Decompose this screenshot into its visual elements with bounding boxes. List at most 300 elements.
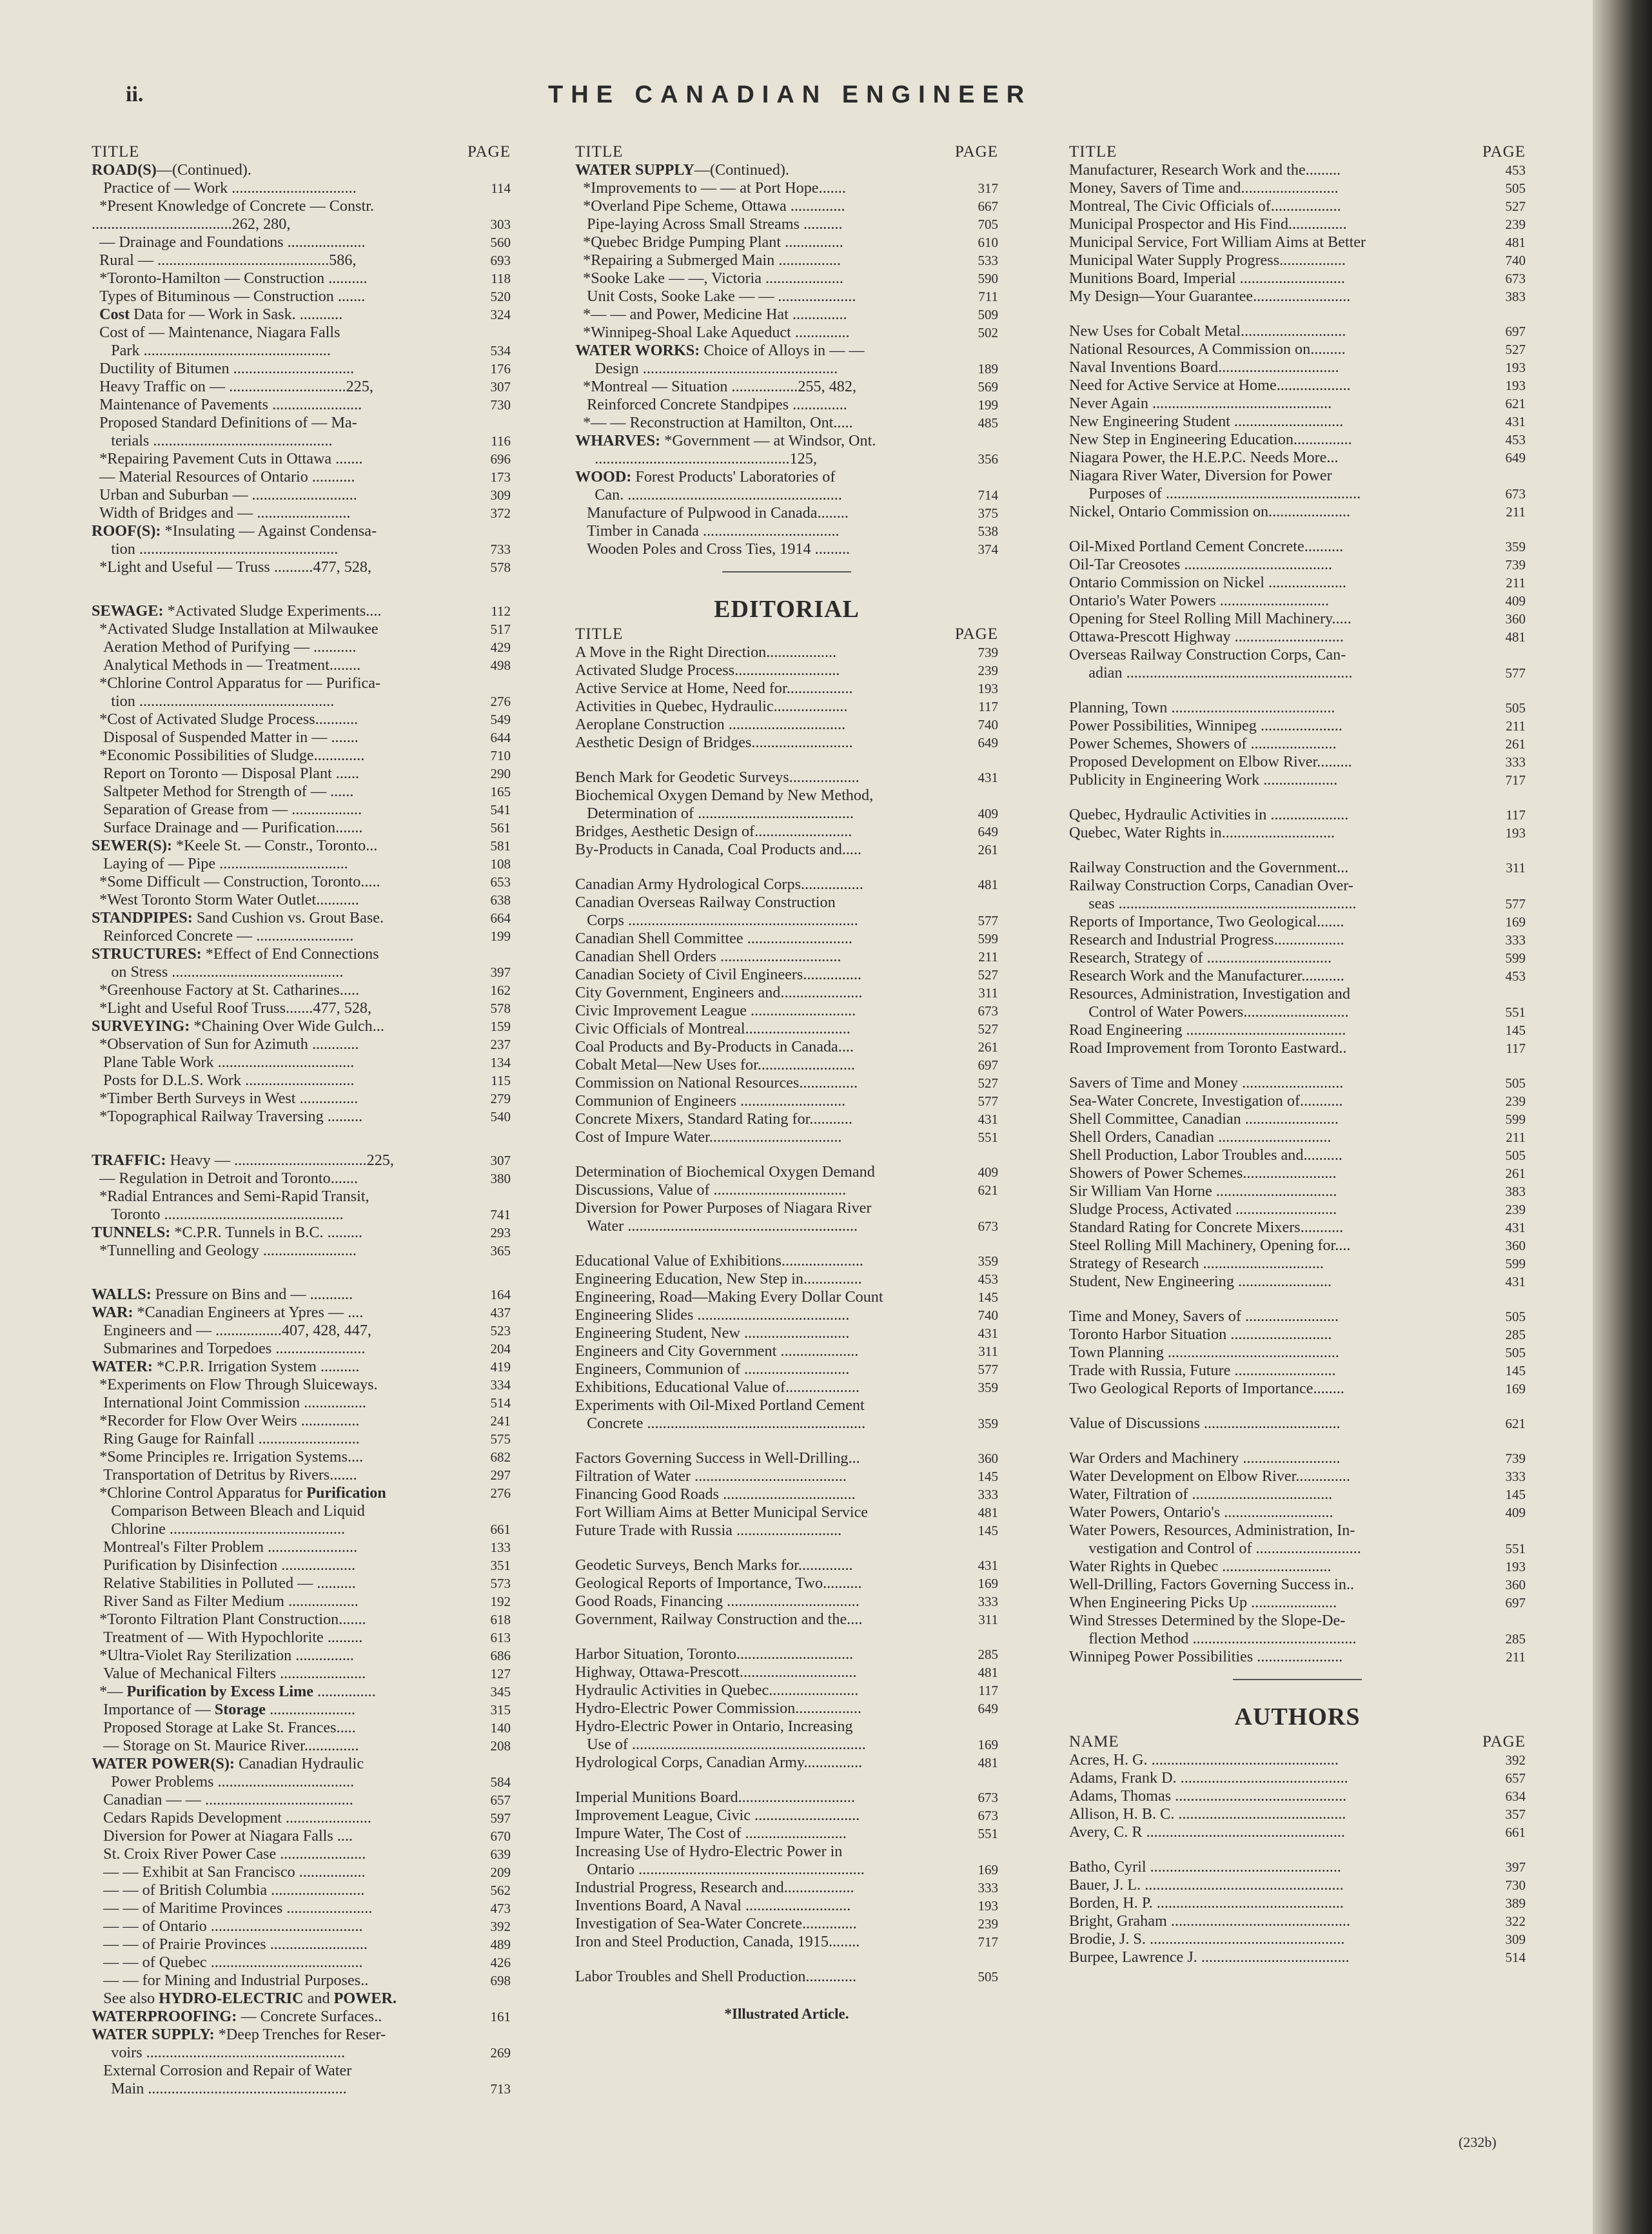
index-entry	[1069, 574, 1526, 592]
entry-title: Ottawa-Prescott Highway ............................	[1069, 628, 1344, 645]
entry-title: Diversion for Power at Niagara Falls ....	[92, 1827, 353, 1845]
index-entry	[575, 1074, 998, 1092]
entry-page: 359	[978, 1380, 998, 1395]
entry-title: Money, Savers of Time and.........................	[1069, 179, 1339, 197]
index-entry	[575, 251, 998, 269]
entry-page: 489	[490, 1937, 511, 1952]
index-entry	[92, 1090, 511, 1108]
index-entry	[92, 1611, 511, 1629]
index-entry	[92, 1574, 511, 1592]
index-entry	[1069, 1200, 1526, 1219]
entry-page: 397	[490, 965, 511, 980]
entry-title: Geodetic Surveys, Bench Marks for..............	[575, 1556, 853, 1574]
entry-title: Timber in Canada ...................................	[575, 522, 840, 540]
entry-page: 498	[490, 658, 511, 673]
index-entry	[575, 1681, 998, 1700]
entry-page: 285	[1505, 1327, 1526, 1342]
entry-page: 193	[1505, 378, 1526, 393]
index-entry	[92, 1755, 511, 1791]
index-entry	[575, 288, 998, 306]
entry-page: 169	[978, 1862, 998, 1877]
index-entry	[575, 1449, 998, 1467]
entry-title: Good Roads, Financing ..................................	[575, 1592, 860, 1610]
entry-page: 193	[1505, 360, 1526, 375]
index-entry	[1069, 1255, 1526, 1273]
entry-title: Civic Improvement League ...........................	[575, 1002, 856, 1019]
entry-title: Ring Gauge for Rainfall ..........................	[92, 1430, 360, 1447]
index-entry	[1069, 806, 1526, 824]
group-gap	[92, 1126, 511, 1151]
entry-title: New Step in Engineering Education...............	[1069, 431, 1352, 448]
entry-title: Unit Costs, Sooke Lake — — ....................	[575, 288, 856, 305]
entry-page: 114	[491, 181, 511, 196]
entry-page: 740	[978, 1308, 998, 1323]
entry-page: 673	[1505, 486, 1526, 502]
entry-title: — — of Prairie Provinces .........................	[92, 1935, 368, 1953]
entry-title: *Sooke Lake — —, Victoria ....................	[575, 269, 843, 287]
entry-page: 134	[490, 1055, 511, 1070]
entry-title: — Storage on St. Maurice River..............	[92, 1737, 359, 1754]
index-entry	[92, 927, 511, 945]
entry-page: 165	[490, 784, 511, 799]
entry-title: WOOD: Forest Products' Laboratories of Can. .......................................................	[575, 468, 842, 504]
entry-title: *Greenhouse Factory at St. Catharines.....	[92, 981, 360, 999]
index-entry	[1069, 1146, 1526, 1164]
index-entry	[92, 1072, 511, 1090]
entry-title: Oil-Mixed Portland Cement Concrete..........	[1069, 538, 1344, 555]
index-entry	[92, 1466, 511, 1484]
index-entry	[92, 450, 511, 468]
entry-title: Need for Active Service at Home...................	[1069, 377, 1351, 394]
entry-page: 584	[490, 1774, 511, 1790]
entry-title: Wooden Poles and Cross Ties, 1914 .........	[575, 540, 851, 558]
index-entry	[575, 1378, 998, 1396]
entry-page: 117	[978, 699, 998, 714]
index-entry	[92, 233, 511, 251]
entry-title: Cost Data for — Work in Sask. ...........	[99, 306, 343, 323]
entry-page: 169	[978, 1737, 998, 1752]
editorial-heading: EDITORIAL	[714, 596, 860, 623]
entry-title: Proposed Standard Definitions of — Ma- terials ..............................................	[92, 414, 357, 449]
entry-title: Canadian Society of Civil Engineers...............	[575, 966, 862, 983]
entry-title: Shell Committee, Canadian ........................	[1069, 1110, 1339, 1128]
entry-page: 285	[978, 1647, 998, 1662]
entry-page: 431	[978, 1326, 998, 1341]
group-gap	[575, 1951, 998, 1968]
entry-page: 359	[978, 1253, 998, 1269]
entry-page: 409	[1505, 1505, 1526, 1520]
index-entry	[575, 1199, 998, 1235]
entry-page: 392	[1505, 1752, 1526, 1768]
index-entry	[1069, 377, 1526, 395]
entry-page: 711	[978, 289, 998, 304]
index-entry	[575, 161, 998, 179]
entry-page: 739	[978, 645, 998, 660]
entry-page: 578	[490, 1001, 511, 1016]
index-entry	[92, 710, 511, 729]
entry-title: Toronto Harbor Situation ..........................	[1069, 1326, 1332, 1343]
index-entry	[1069, 1576, 1526, 1594]
entry-page: 657	[1505, 1770, 1526, 1786]
index-entry	[1069, 503, 1526, 521]
index-entry	[575, 823, 998, 841]
entry-title: Types of Bituminous — Construction .......	[92, 288, 366, 305]
index-entry	[92, 656, 511, 674]
entry-page: 481	[978, 1755, 998, 1770]
entry-page: 211	[1506, 1649, 1526, 1665]
entry-page: 481	[1505, 629, 1526, 645]
index-entry	[92, 269, 511, 288]
index-entry	[1069, 1182, 1526, 1200]
entry-page: 453	[1505, 432, 1526, 447]
column-header: TITLE PAGE	[575, 625, 998, 643]
index-entry	[92, 909, 511, 927]
entry-page: 133	[490, 1540, 511, 1555]
entry-title: Power Schemes, Showers of ......................	[1069, 735, 1337, 752]
index-entry	[1069, 699, 1526, 717]
entry-page: 307	[490, 1153, 511, 1168]
entry-page: 360	[1505, 1577, 1526, 1592]
entry-title: Allison, H. B. C. ...........................................	[1069, 1805, 1346, 1823]
entry-page: 577	[1505, 665, 1526, 681]
entry-title: *Light and Useful Roof Truss.......477, 528,	[92, 999, 372, 1017]
entry-title: Engineers, Communion of ...........................	[575, 1360, 850, 1378]
entry-page: 380	[490, 1171, 511, 1186]
index-entry	[1069, 179, 1526, 197]
index-entry	[1069, 1308, 1526, 1326]
entry-title: *Winnipeg-Shoal Lake Aqueduct ..............	[575, 324, 850, 341]
index-entry	[1069, 1594, 1526, 1612]
entry-title: SEWER(S): *Keele St. — Constr., Toronto...	[92, 837, 378, 854]
group-gap	[1069, 842, 1526, 859]
entry-title: National Resources, A Commission on.........	[1069, 340, 1346, 358]
entry-title: Aeroplane Construction ..............................	[575, 716, 846, 733]
index-entry	[92, 306, 511, 324]
entry-title: Research, Strategy of ................................	[1069, 949, 1332, 966]
entry-title: Government, Railway Construction and the....	[575, 1611, 863, 1628]
entry-title: Road Engineering .........................................	[1069, 1021, 1346, 1039]
entry-title: WHARVES: *Government — at Windsor, Ont. ..................................................125,	[575, 432, 876, 467]
entry-title: *Economic Possibilities of Sludge.............	[92, 747, 365, 764]
index-entry	[92, 1737, 511, 1755]
index-entry	[1069, 949, 1526, 967]
entry-page: 453	[1505, 968, 1526, 984]
entry-page: 311	[978, 985, 998, 1001]
index-entry	[1069, 288, 1526, 306]
entry-page: 145	[978, 1289, 998, 1305]
index-entry	[575, 1718, 998, 1754]
entry-title: Munitions Board, Imperial ...........................	[1069, 269, 1345, 287]
index-entry	[1069, 358, 1526, 377]
entry-title: Brodie, J. S. ..................................................	[1069, 1930, 1345, 1948]
index-entry	[1069, 985, 1526, 1021]
index-entry	[1069, 1612, 1526, 1648]
index-entry	[92, 1972, 511, 1990]
entry-page: 193	[1505, 1559, 1526, 1574]
group-gap	[575, 1540, 998, 1556]
group-gap	[92, 576, 511, 602]
entry-page: 360	[978, 1451, 998, 1466]
index-entry	[575, 522, 998, 540]
entry-page: 383	[1505, 1184, 1526, 1199]
entry-title: Labor Troubles and Shell Production.............	[575, 1968, 857, 1985]
entry-title: Power Possibilities, Winnipeg .....................	[1069, 717, 1342, 734]
entry-page: 127	[490, 1666, 511, 1681]
entry-title: See also HYDRO-ELECTRIC and POWER.	[92, 1990, 397, 2007]
entry-title: Sludge Process, Activated ..........................	[1069, 1200, 1337, 1218]
entry-page: 345	[490, 1684, 511, 1700]
entry-page: 279	[490, 1091, 511, 1106]
entry-page: 261	[978, 842, 998, 857]
entry-page: 431	[1505, 1274, 1526, 1289]
entry-title: — Drainage and Foundations ....................	[92, 233, 366, 251]
entry-title: WATER SUPPLY: *Deep Trenches for Reser- voirs ...................................................	[92, 2026, 386, 2061]
index-entry	[575, 1897, 998, 1915]
entry-page: 527	[1505, 342, 1526, 357]
index-entry	[92, 1304, 511, 1322]
index-entry	[575, 661, 998, 680]
index-entry	[92, 324, 511, 360]
entry-title: — — Exhibit at San Francisco .................	[92, 1863, 366, 1881]
entry-page: 333	[1505, 932, 1526, 948]
index-entry	[575, 930, 998, 948]
entry-title: Activated Sludge Process...........................	[575, 661, 840, 679]
index-entry	[575, 1788, 998, 1807]
entry-title: Adams, Frank D. ...........................................	[1069, 1769, 1348, 1787]
index-entry	[575, 1467, 998, 1485]
entry-title: Quebec, Hydraulic Activities in ....................	[1069, 806, 1349, 823]
index-entry	[1069, 877, 1526, 913]
entry-title: WAR: *Canadian Engineers at Ypres — ....	[92, 1304, 364, 1321]
entry-title: Engineers and — .................407, 428, 447,	[92, 1322, 371, 1339]
authors-list	[1069, 1751, 1526, 1966]
entry-title: Aesthetic Design of Bridges..........................	[575, 734, 853, 751]
index-entry	[575, 894, 998, 930]
entry-list	[1069, 161, 1526, 1666]
index-entry	[92, 414, 511, 450]
entry-title: — Material Resources of Ontario ...........	[92, 468, 355, 485]
index-entry	[92, 1108, 511, 1126]
index-entry	[1069, 753, 1526, 771]
entry-title: *Experiments on Flow Through Sluiceways.	[92, 1376, 378, 1393]
entry-page: 108	[490, 856, 511, 872]
index-entry	[92, 1151, 511, 1170]
entry-page: 575	[490, 1431, 511, 1447]
index-entry	[1069, 322, 1526, 340]
entry-page: 239	[1505, 1093, 1526, 1109]
index-entry	[92, 1647, 511, 1665]
entry-title: Research and Industrial Progress..................	[1069, 931, 1344, 948]
entry-page: 686	[490, 1648, 511, 1663]
index-entry	[575, 1181, 998, 1199]
entry-title: Hydraulic Activities in Quebec.......................	[575, 1681, 859, 1699]
entry-page: 431	[978, 1558, 998, 1573]
entry-title: Water, Filtration of ....................................	[1069, 1485, 1333, 1503]
index-entry	[1069, 395, 1526, 413]
index-entry	[575, 1915, 998, 1933]
index-entry	[92, 1881, 511, 1899]
entry-page: 551	[978, 1826, 998, 1841]
entry-page: 303	[490, 217, 511, 232]
entry-title: Fort William Aims at Better Municipal Service	[575, 1504, 869, 1521]
index-entry	[1069, 269, 1526, 288]
entry-page: 698	[490, 1973, 511, 1988]
entry-title: — — of Quebec .......................................	[92, 1954, 363, 1971]
entry-page: 199	[978, 397, 998, 413]
index-entry	[575, 1360, 998, 1378]
entry-title: Steel Rolling Mill Machinery, Opening for....	[1069, 1237, 1351, 1254]
entry-title: My Design—Your Guarantee.........................	[1069, 288, 1351, 305]
entry-title: River Sand as Filter Medium ..................	[92, 1592, 359, 1610]
index-entry	[575, 1128, 998, 1146]
entry-title: Improvement League, Civic ...........................	[575, 1807, 860, 1824]
entry-title: TRAFFIC: Heavy — ..................................225,	[92, 1151, 394, 1169]
group-gap	[1069, 1291, 1526, 1308]
entry-page: 505	[1505, 1309, 1526, 1324]
entry-title: Imperial Munitions Board..............................	[575, 1788, 855, 1806]
entry-title: Water Rights in Quebec ............................	[1069, 1558, 1332, 1575]
entry-page: 551	[1505, 1004, 1526, 1020]
entry-page: 634	[1505, 1788, 1526, 1804]
index-entry	[1069, 1237, 1526, 1255]
entry-page: 540	[490, 1109, 511, 1124]
column-header: TITLE PAGE	[92, 143, 511, 161]
index-entry	[1069, 1504, 1526, 1522]
entry-title: *Toronto Filtration Plant Construction.......	[92, 1611, 366, 1628]
entry-page: 409	[978, 806, 998, 821]
entry-title: Avery, C. R ...................................................	[1069, 1823, 1345, 1841]
entry-title: Well-Drilling, Factors Governing Success in..	[1069, 1576, 1355, 1593]
entry-title: Ontario's Water Powers ............................	[1069, 592, 1330, 609]
index-entry	[92, 161, 511, 179]
entry-page: 309	[1505, 1932, 1526, 1947]
entry-page: 481	[978, 1665, 998, 1680]
index-entry	[1069, 556, 1526, 574]
entry-page: 696	[490, 451, 511, 467]
index-entry	[92, 1954, 511, 1972]
entry-page: 577	[978, 1362, 998, 1377]
entry-page: 597	[490, 1810, 511, 1826]
entry-title: — — for Mining and Industrial Purposes..	[92, 1972, 369, 1989]
entry-title: Separation of Grease from — ..................	[92, 801, 362, 818]
entry-page: 561	[490, 820, 511, 836]
entry-page: 569	[978, 379, 998, 395]
index-entry	[1069, 233, 1526, 251]
entry-title: Communion of Engineers ...........................	[575, 1092, 846, 1110]
entry-page: 307	[490, 379, 511, 395]
index-entry	[92, 2062, 511, 2098]
index-entry	[1069, 628, 1526, 646]
entry-title: Two Geological Reports of Importance........	[1069, 1380, 1344, 1397]
entry-title: WATER WORKS: Choice of Alloys in — — Design ..................................................	[575, 342, 865, 377]
entry-page: 431	[1505, 414, 1526, 429]
entry-title: Engineering Student, New ...........................	[575, 1324, 850, 1342]
index-entry	[1069, 1751, 1526, 1769]
index-entry	[1069, 1858, 1526, 1876]
entry-page: 276	[490, 694, 511, 709]
index-entry	[1069, 1326, 1526, 1344]
entry-page: 419	[490, 1359, 511, 1375]
entry-page: 527	[1505, 199, 1526, 214]
index-entry	[1069, 1467, 1526, 1485]
entry-page: 481	[978, 1505, 998, 1520]
entry-title: Water Powers, Resources, Administration, In- vestigation and Control of ...........................	[1069, 1522, 1361, 1557]
entry-page: 705	[978, 217, 998, 232]
entry-page: 324	[490, 307, 511, 322]
entry-title: A Move in the Right Direction..................	[575, 643, 837, 661]
page-number: ii.	[126, 83, 144, 106]
entry-page: 649	[978, 735, 998, 750]
column-header: TITLE PAGE	[1069, 143, 1526, 161]
index-entry	[92, 1394, 511, 1412]
entry-title: Discussions, Value of ..................................	[575, 1181, 847, 1199]
section-divider	[1233, 1679, 1362, 1680]
entry-title: Saltpeter Method for Strength of — ......	[92, 783, 354, 800]
entry-page: 311	[1506, 860, 1526, 876]
entry-page: 693	[490, 253, 511, 268]
entry-page: 159	[490, 1019, 511, 1034]
index-entry	[1069, 1787, 1526, 1805]
entry-title: Future Trade with Russia ...........................	[575, 1522, 842, 1539]
entry-title: — — of Maritime Provinces ......................	[92, 1899, 373, 1917]
index-entry	[92, 873, 511, 891]
entry-page: 741	[490, 1207, 511, 1222]
index-entry	[92, 602, 511, 620]
entry-title: *Topographical Railway Traversing .........	[92, 1108, 363, 1125]
index-entry	[1069, 1164, 1526, 1182]
index-entry	[575, 1879, 998, 1897]
index-entry	[92, 891, 511, 909]
index-entry	[575, 1038, 998, 1056]
index-entry	[575, 1092, 998, 1110]
entry-title: *Toronto-Hamilton — Construction ..........	[92, 269, 368, 287]
index-entry	[1069, 735, 1526, 753]
index-entry	[1069, 1894, 1526, 1912]
column-header: NAME PAGE	[1069, 1733, 1526, 1750]
index-entry	[92, 251, 511, 269]
index-entry	[92, 1719, 511, 1737]
entry-title: WALLS: Pressure on Bins and — ...........	[92, 1286, 353, 1303]
entry-page: 573	[490, 1576, 511, 1591]
index-entry	[575, 841, 998, 859]
index-entry	[92, 1053, 511, 1072]
entry-page: 682	[490, 1449, 511, 1465]
index-column-1	[92, 143, 511, 2098]
index-entry	[1069, 1558, 1526, 1576]
index-entry	[575, 1485, 998, 1504]
entry-title: Report on Toronto — Disposal Plant ......	[92, 765, 360, 782]
index-entry	[92, 1322, 511, 1340]
index-entry	[92, 1990, 511, 2008]
entry-page: 590	[978, 271, 998, 286]
index-entry	[1069, 161, 1526, 179]
entry-page: 697	[978, 1057, 998, 1073]
entry-page: 437	[490, 1305, 511, 1320]
group-gap	[1069, 682, 1526, 699]
entry-page: 577	[978, 1093, 998, 1109]
entry-page: 527	[978, 1021, 998, 1037]
entry-title: Canadian Army Hydrological Corps................	[575, 876, 863, 893]
group-gap	[575, 1146, 998, 1163]
index-entry	[575, 197, 998, 215]
entry-title: Plane Table Work ...................................	[92, 1053, 355, 1071]
entry-title: Strategy of Research ...............................	[1069, 1255, 1324, 1272]
entry-page: 117	[978, 1683, 998, 1698]
entry-page: 541	[490, 802, 511, 818]
entry-page: 667	[978, 199, 998, 214]
entry-title: Winnipeg Power Possibilities ......................	[1069, 1648, 1343, 1665]
entry-page: 599	[1505, 1256, 1526, 1271]
